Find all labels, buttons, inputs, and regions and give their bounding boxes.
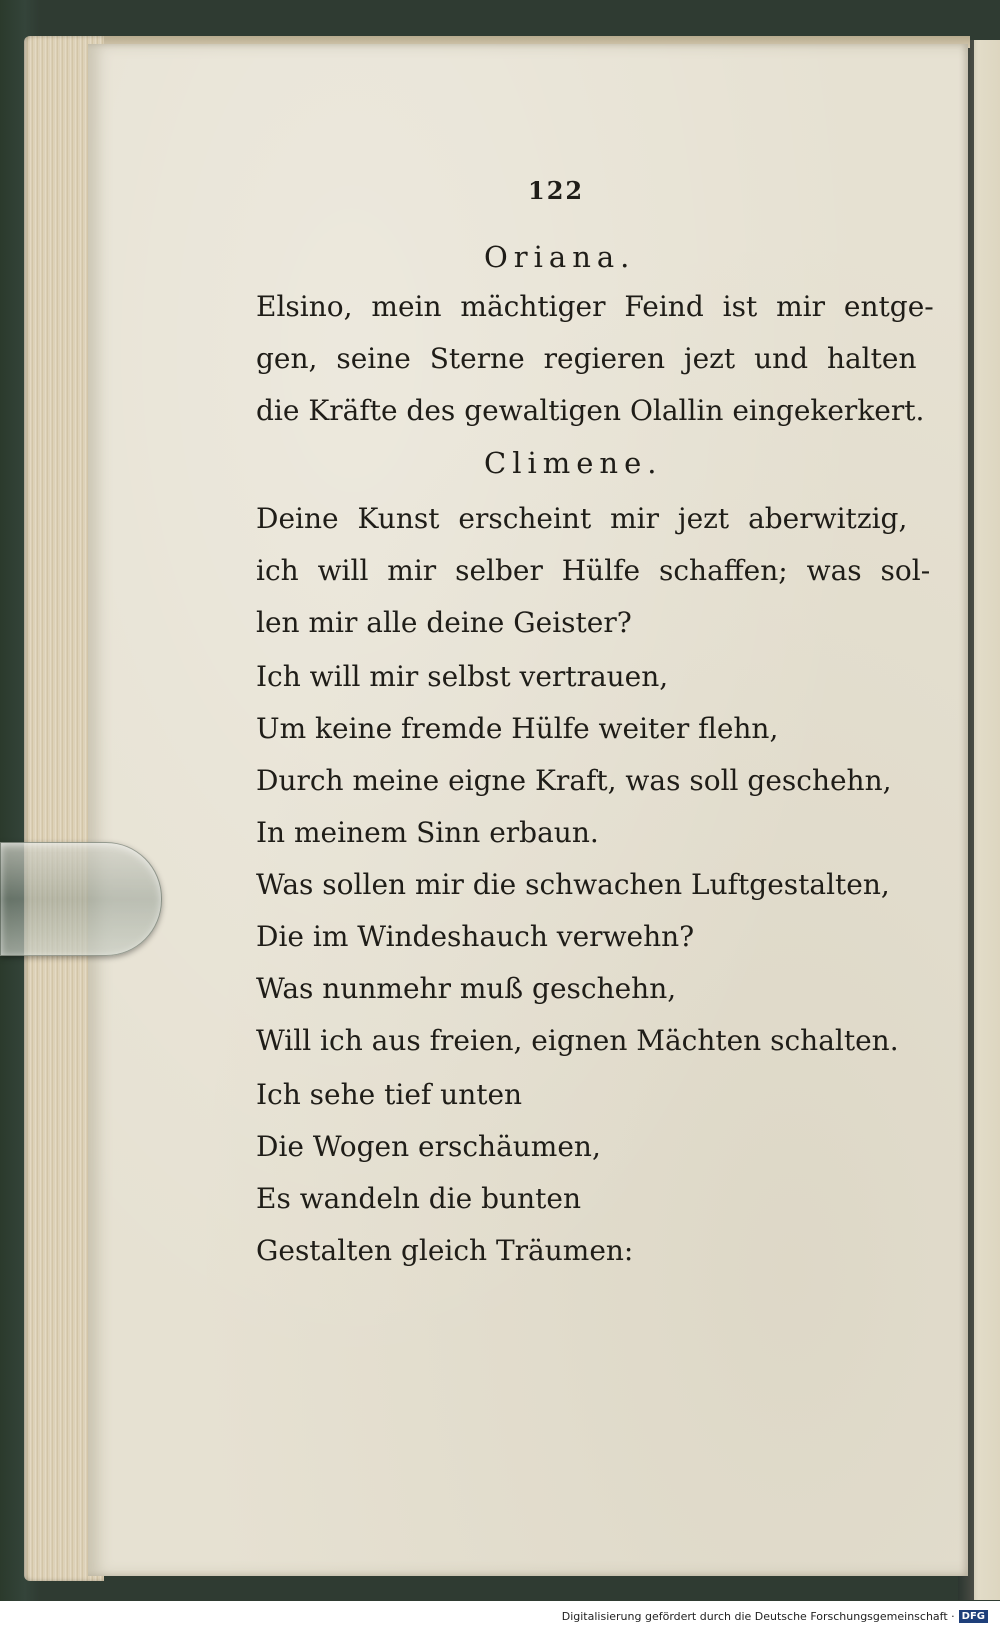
speaker-heading-oriana: Oriana. bbox=[484, 240, 636, 274]
verse-line-5: Was sollen mir die schwachen Luftgestalten, bbox=[256, 868, 890, 901]
text-line-6: len mir alle deine Geister? bbox=[256, 606, 632, 639]
text-line-2: gen, seine Sterne regieren jezt und halten bbox=[256, 342, 917, 375]
page-number: 122 bbox=[528, 176, 585, 205]
speaker-heading-climene: Climene. bbox=[484, 446, 663, 480]
verse-line-4: In meinem Sinn erbaun. bbox=[256, 816, 599, 849]
dfg-logo: DFG bbox=[959, 1610, 988, 1623]
text-line-1: Elsino, mein mächtiger Feind ist mir entge- bbox=[256, 290, 934, 323]
verse-line-7: Was nunmehr muß geschehn, bbox=[256, 972, 677, 1005]
verse-line-2: Um keine fremde Hülfe weiter flehn, bbox=[256, 712, 779, 745]
digitization-credit bbox=[558, 1608, 992, 1625]
text-line-3: die Kräfte des gewaltigen Olallin eingekerkert. bbox=[256, 394, 925, 427]
text-line-4: Deine Kunst erscheint mir jezt aberwitzig, bbox=[256, 502, 908, 535]
text-line-5: ich will mir selber Hülfe schaffen; was sol- bbox=[256, 554, 931, 587]
verse-line-1: Ich will mir selbst vertrauen, bbox=[256, 660, 669, 693]
verse-line-10: Die Wogen erschäumen, bbox=[256, 1130, 601, 1163]
verse-line-3: Durch meine eigne Kraft, was soll geschehn, bbox=[256, 764, 892, 797]
verse-line-6: Die im Windeshauch verwehn? bbox=[256, 920, 695, 953]
verse-line-9: Ich sehe tief unten bbox=[256, 1078, 523, 1111]
credit-text: Digitalisierung gefördert durch die Deutsche Forschungsgemeinschaft · bbox=[561, 1610, 955, 1623]
verse-line-8: Will ich aus freien, eignen Mächten schalten. bbox=[256, 1024, 899, 1057]
verse-line-11: Es wandeln die bunten bbox=[256, 1182, 581, 1215]
verse-line-12: Gestalten gleich Träumen: bbox=[256, 1234, 634, 1267]
page-clip bbox=[0, 842, 162, 956]
